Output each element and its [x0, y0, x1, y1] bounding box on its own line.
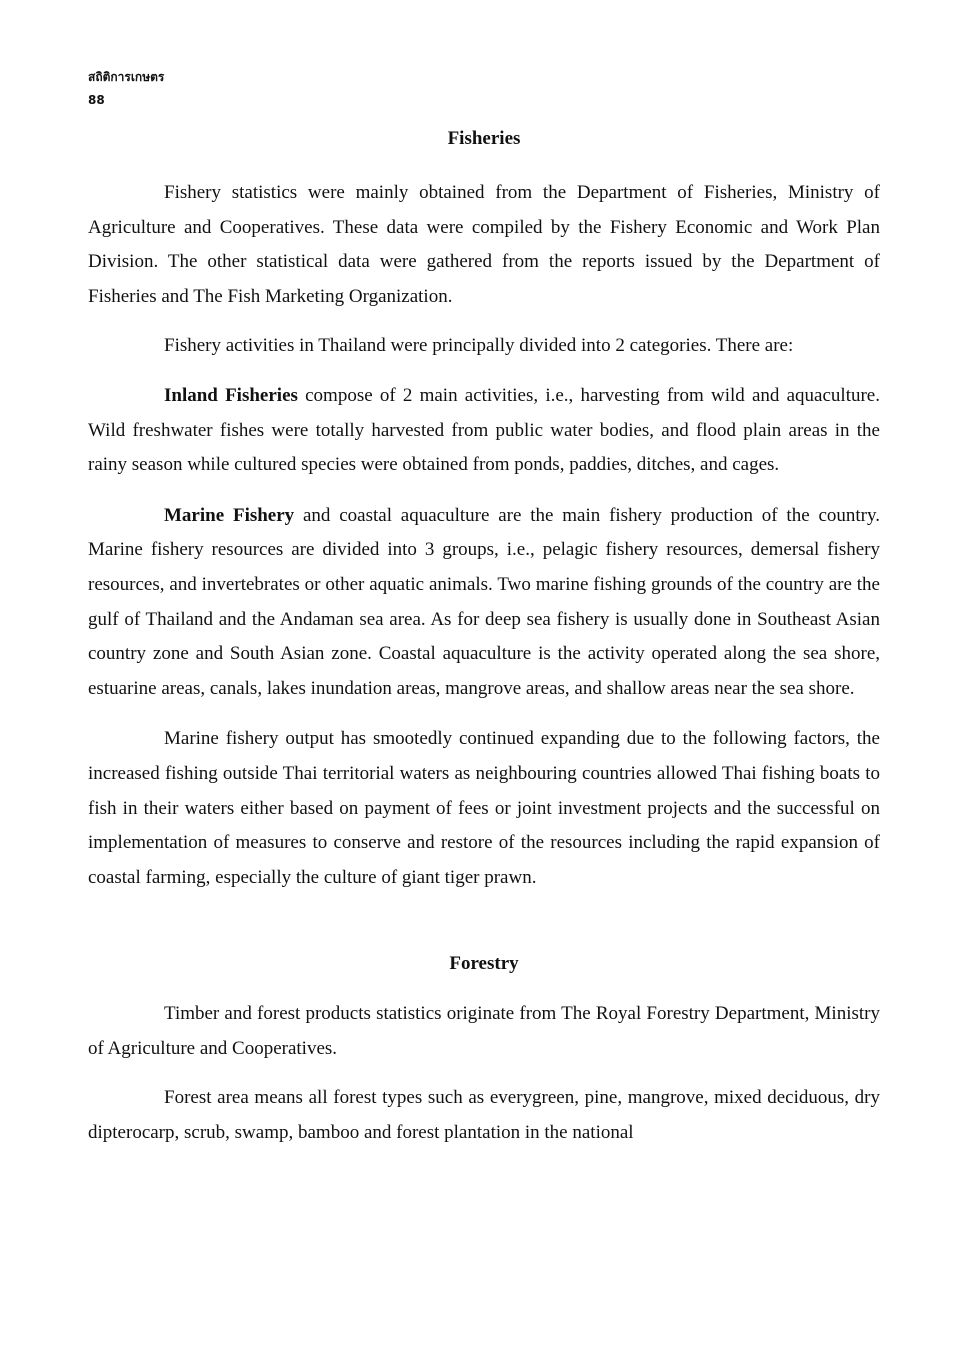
forest-area-paragraph: Forest area means all forest types such as everygreen, pine, mangrove, mixed deciduous, dry dipterocarp, scrub, swamp, bamboo and forest plantation in the national — [88, 1087, 880, 1144]
marine-output-paragraph: Marine fishery output has smootedly continued expanding due to the following factors, the increased fishing outside Thai territorial waters as neighbouring countries allowed Thai fishing boats to fish in their waters either based on payment of fees or joint investment projects and the successful on implementation of measures to conserve and restore of the resources including the rapid expansion of coastal farming, especially the culture of giant tiger prawn. — [88, 728, 880, 888]
forestry-source-paragraph: Timber and forest products statistics originate from The Royal Forestry Department, Ministry of Agriculture and Cooperatives. — [88, 1003, 880, 1059]
fisheries-heading: Fisheries — [447, 128, 521, 149]
page-number: 88 — [88, 93, 105, 107]
marine-fishery-text: and coastal aquaculture are the main fishery production of the country. Marine fishery resources are divided into 3 groups, i.e., pelagic fishery resources, demersal fishery resources, and invertebrates or other aquatic animals. Two marine fishing grounds of the country are the gulf of Thailand and the Andaman sea area. As for deep sea fishery is usually done in Southeast Asian country zone and South Asian zone. Coastal aquaculture is the activity operated along the sea shore, estuarine areas, canals, lakes inundation areas, mangrove areas, and shallow areas near the sea shore. — [88, 504, 880, 699]
forestry-section — [88, 947, 880, 1150]
page-body — [88, 122, 880, 1151]
marine-fishery-term: Marine Fishery — [164, 504, 295, 526]
fisheries-categories-paragraph: Fishery activities in Thailand were principally divided into 2 categories. There are: — [164, 335, 794, 357]
fisheries-section — [88, 122, 880, 895]
marine-fishery-paragraph — [88, 499, 880, 707]
publication-title: สถิติการเกษตร — [88, 70, 165, 84]
running-head — [88, 66, 164, 112]
inland-fisheries-paragraph — [88, 379, 880, 483]
fisheries-intro-paragraph: Fishery statistics were mainly obtained from the Department of Fisheries, Ministry of Agriculture and Cooperatives. These data were compiled by the Fishery Economic and Work Plan Division. The other statistical data were gathered from the reports issued by the Department of Fisheries and The Fish Marketing Organization. — [88, 182, 880, 307]
inland-fisheries-term: Inland Fisheries — [164, 384, 298, 406]
forestry-heading: Forestry — [449, 953, 519, 975]
inland-fisheries-text: compose of 2 main activities, i.e., harvesting from wild and aquaculture. Wild freshwater fishes were totally harvested from public water bodies, and flood plain areas in the rainy season while cultured species were obtained from ponds, paddies, ditches, and cages. — [88, 384, 880, 476]
